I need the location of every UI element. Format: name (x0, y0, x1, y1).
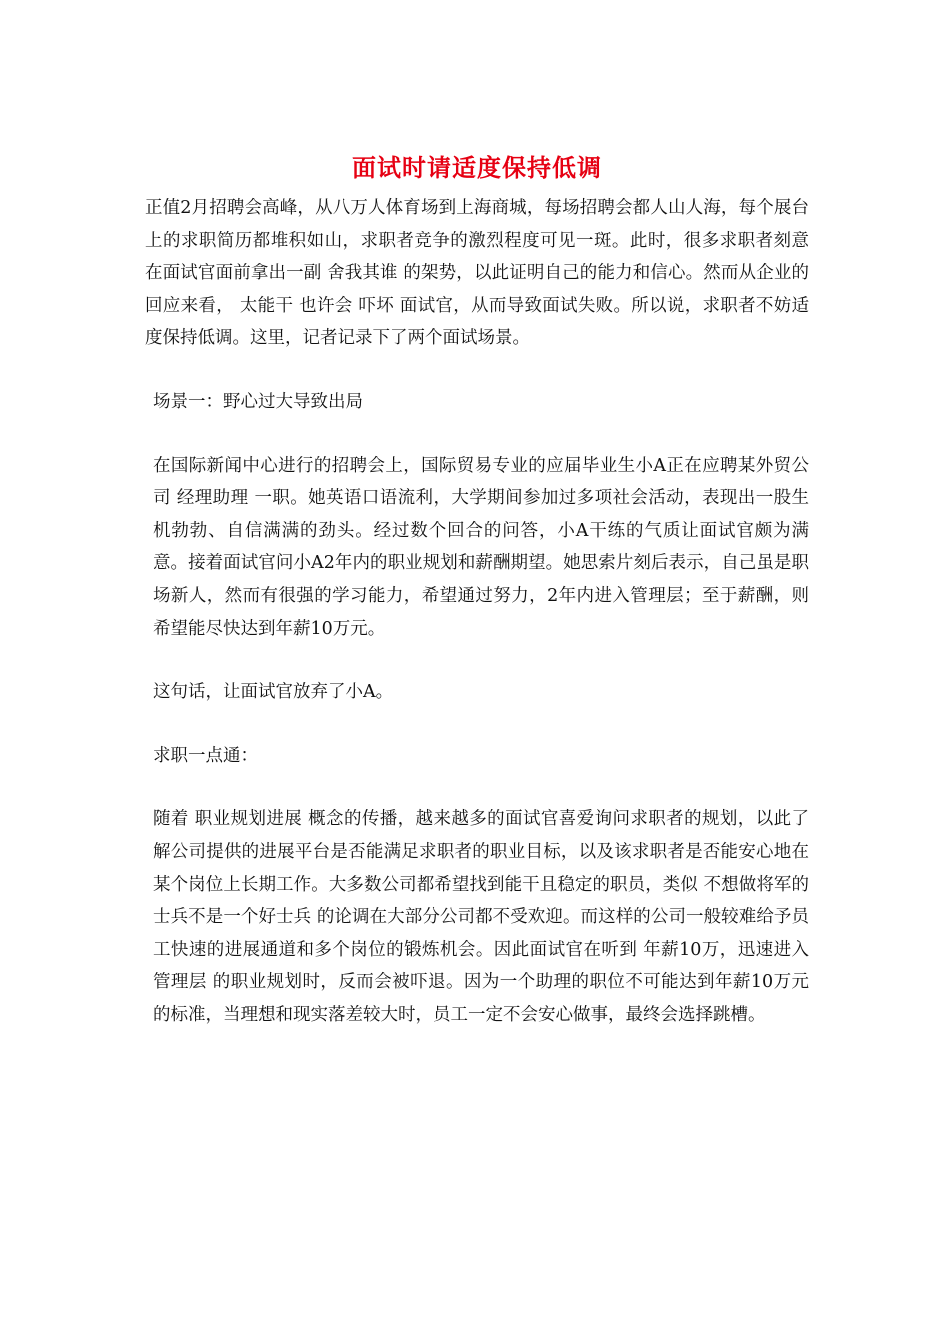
scene-one-heading: 场景一：野心过大导致出局 (153, 391, 363, 412)
paragraph-spacer (145, 355, 809, 386)
paragraph-spacer (145, 772, 809, 803)
paragraph-spacer (145, 419, 809, 450)
document-page (145, 148, 809, 1031)
document-title: 面试时请适度保持低调 (352, 154, 602, 182)
tips-paragraph: 随着 职业规划进展 概念的传播，越来越多的面试官喜爱询问求职者的规划，以此了解公司提供的进展平台是否能满足求职者的职业目标，以及该求职者是否能安心地在某个岗位上长期工作。大多数公司都希望找到能干且稳定的职员，类似 不想做将军的士兵不是一个好士兵 的论调在大部分公司都不受欢迎。而这样的公司一般较难给予员工快速的进展通道和多个岗位的锻炼机会。因此面试官在听到 年薪10万，迅速进入管理层 的职业规划时，反而会被吓退。因为一个助理的职位不可能达到年薪10万元的标准，当理想和现实落差较大时，员工一定不会安心做事，最终会选择跳槽。 (153, 809, 809, 1025)
intro-paragraph: 正值2月招聘会高峰，从八万人体育场到上海商城，每场招聘会都人山人海，每个展台上的求职简历都堆积如山，求职者竞争的激烈程度可见一斑。此时，很多求职者刻意在面试官面前拿出一副 舍我其谁 的架势，以此证明自己的能力和信心。然而从企业的回应来看， 太能干 也许会 吓坏 面试官，从而导致面试失败。所以说，求职者不妨适度保持低调。这里，记者记录下了两个面试场景。 (145, 198, 809, 349)
scene-one-paragraph: 在国际新闻中心进行的招聘会上，国际贸易专业的应届毕业生小A正在应聘某外贸公司 经理助理 一职。她英语口语流利，大学期间参加过多项社会活动，表现出一股生机勃勃、自信满满的劲头。经过数个回合的问答，小A干练的气质让面试官颇为满意。接着面试官问小A2年内的职业规划和薪酬期望。她思索片刻后表示，自己虽是职场新人，然而有很强的学习能力，希望通过努力，2年内进入管理层；至于薪酬，则希望能尽快达到年薪10万元。 (153, 455, 809, 639)
paragraph-spacer (145, 645, 809, 676)
tips-heading: 求职一点通： (153, 745, 258, 766)
paragraph-spacer (145, 709, 809, 740)
scene-one-result: 这句话，让面试官放弃了小A。 (153, 682, 394, 703)
